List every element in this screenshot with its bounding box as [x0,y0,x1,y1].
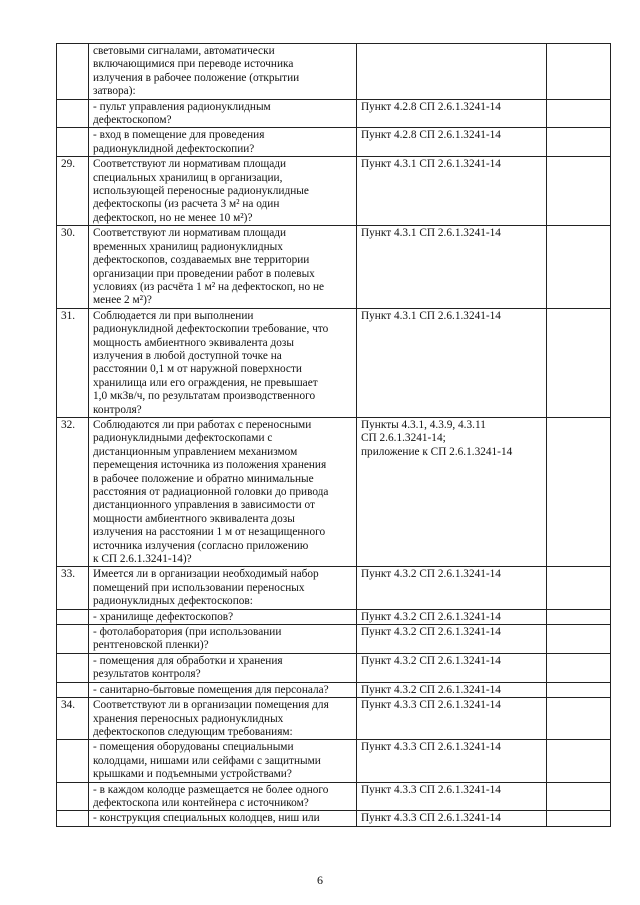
question-text: Соответствуют ли в организации помещения для хранения переносных радионуклидных дефектоскопов следующим требованиям: [89,698,357,740]
regulation-reference: Пункт 4.3.3 СП 2.6.1.3241-14 [357,740,547,782]
regulation-reference: Пункт 4.2.8 СП 2.6.1.3241-14 [357,128,547,157]
regulation-reference: Пункты 4.3.1, 4.3.9, 4.3.11 СП 2.6.1.3241-14; приложение к СП 2.6.1.3241-14 [357,417,547,566]
regulation-reference: Пункт 4.3.2 СП 2.6.1.3241-14 [357,653,547,682]
item-number [57,99,89,128]
table-row [57,609,611,624]
answer-cell [547,609,611,624]
table-row [57,157,611,226]
answer-cell [547,308,611,417]
item-number [57,128,89,157]
table-row [57,417,611,566]
table-row [57,625,611,654]
item-number: 29. [57,157,89,226]
question-text: - пульт управления радионуклидным дефектоскопом? [89,99,357,128]
answer-cell [547,698,611,740]
regulation-reference: Пункт 4.3.3 СП 2.6.1.3241-14 [357,698,547,740]
table-row [57,308,611,417]
table-row [57,567,611,609]
regulation-reference: Пункт 4.3.2 СП 2.6.1.3241-14 [357,625,547,654]
table-row [57,698,611,740]
table-row [57,682,611,697]
item-number [57,682,89,697]
table-row [57,99,611,128]
answer-cell [547,740,611,782]
page-number: 6 [317,873,323,887]
regulation-reference: Пункт 4.3.2 СП 2.6.1.3241-14 [357,609,547,624]
item-number [57,44,89,100]
item-number: 30. [57,226,89,308]
answer-cell [547,44,611,100]
regulation-reference: Пункт 4.3.1 СП 2.6.1.3241-14 [357,308,547,417]
answer-cell [547,811,611,826]
question-text: Соблюдается ли при выполнении радионуклидной дефектоскопии требование, что мощность амбиентного эквивалента дозы излучения в любой доступной точке на расстоянии 0,1 м от наружной поверхности хранилища или его ограждения, не превышает 1,0 мкЗв/ч, по результатам производственного контроля? [89,308,357,417]
item-number [57,653,89,682]
regulation-reference: Пункт 4.3.3 СП 2.6.1.3241-14 [357,811,547,826]
table-row [57,740,611,782]
checklist-body [57,44,611,827]
answer-cell [547,157,611,226]
answer-cell [547,782,611,811]
table-row [57,128,611,157]
item-number: 31. [57,308,89,417]
table-row [57,226,611,308]
item-number: 34. [57,698,89,740]
regulation-reference [357,44,547,100]
regulation-reference: Пункт 4.3.2 СП 2.6.1.3241-14 [357,682,547,697]
question-text: - помещения оборудованы специальными колодцами, нишами или сейфами с защитными крышками и подъемными устройствами? [89,740,357,782]
regulation-reference: Пункт 4.2.8 СП 2.6.1.3241-14 [357,99,547,128]
question-text: Соответствуют ли нормативам площади временных хранилищ радионуклидных дефектоскопов, создаваемых вне территории организации при проведении работ в полевых условиях (из расчёта 1 м² на дефектоскоп, но не менее 2 м²)? [89,226,357,308]
question-text: Соблюдаются ли при работах с переносными радионуклидными дефектоскопами с дистанционным управлением механизмом перемещения источника из положения хранения в рабочее положение и обратно минимальные расстояния от радиационной головки до привода дистанционного управления в зависимости от мощности амбиентного эквивалента дозы излучения на расстоянии 1 м от незащищенного источника излучения (согласно приложению к СП 2.6.1.3241-14)? [89,417,357,566]
regulation-reference: Пункт 4.3.3 СП 2.6.1.3241-14 [357,782,547,811]
answer-cell [547,417,611,566]
table-row [57,44,611,100]
answer-cell [547,99,611,128]
item-number [57,782,89,811]
question-text: Соответствуют ли нормативам площади специальных хранилищ в организации, использующей переносные радионуклидные дефектоскопы (из расчета 3 м² на один дефектоскоп, но не менее 10 м²)? [89,157,357,226]
item-number: 32. [57,417,89,566]
table-row [57,811,611,826]
answer-cell [547,625,611,654]
answer-cell [547,226,611,308]
table-row [57,782,611,811]
question-text: - санитарно-бытовые помещения для персонала? [89,682,357,697]
regulation-reference: Пункт 4.3.2 СП 2.6.1.3241-14 [357,567,547,609]
table-row [57,653,611,682]
item-number [57,609,89,624]
question-text: - хранилище дефектоскопов? [89,609,357,624]
question-text: Имеется ли в организации необходимый набор помещений при использовании переносных радионуклидных дефектоскопов: [89,567,357,609]
question-text: - конструкция специальных колодцев, ниш или [89,811,357,826]
answer-cell [547,653,611,682]
item-number [57,740,89,782]
item-number [57,811,89,826]
question-text: - фотолаборатория (при использовании рентгеновской пленки)? [89,625,357,654]
item-number [57,625,89,654]
checklist-table [56,43,611,827]
regulation-reference: Пункт 4.3.1 СП 2.6.1.3241-14 [357,226,547,308]
question-text: - вход в помещение для проведения радионуклидной дефектоскопии? [89,128,357,157]
question-text: световыми сигналами, автоматически включающимися при переводе источника излучения в рабочее положение (открытии затвора): [89,44,357,100]
regulation-reference: Пункт 4.3.1 СП 2.6.1.3241-14 [357,157,547,226]
answer-cell [547,567,611,609]
question-text: - помещения для обработки и хранения результатов контроля? [89,653,357,682]
item-number: 33. [57,567,89,609]
question-text: - в каждом колодце размещается не более одного дефектоскопа или контейнера с источником? [89,782,357,811]
answer-cell [547,682,611,697]
answer-cell [547,128,611,157]
